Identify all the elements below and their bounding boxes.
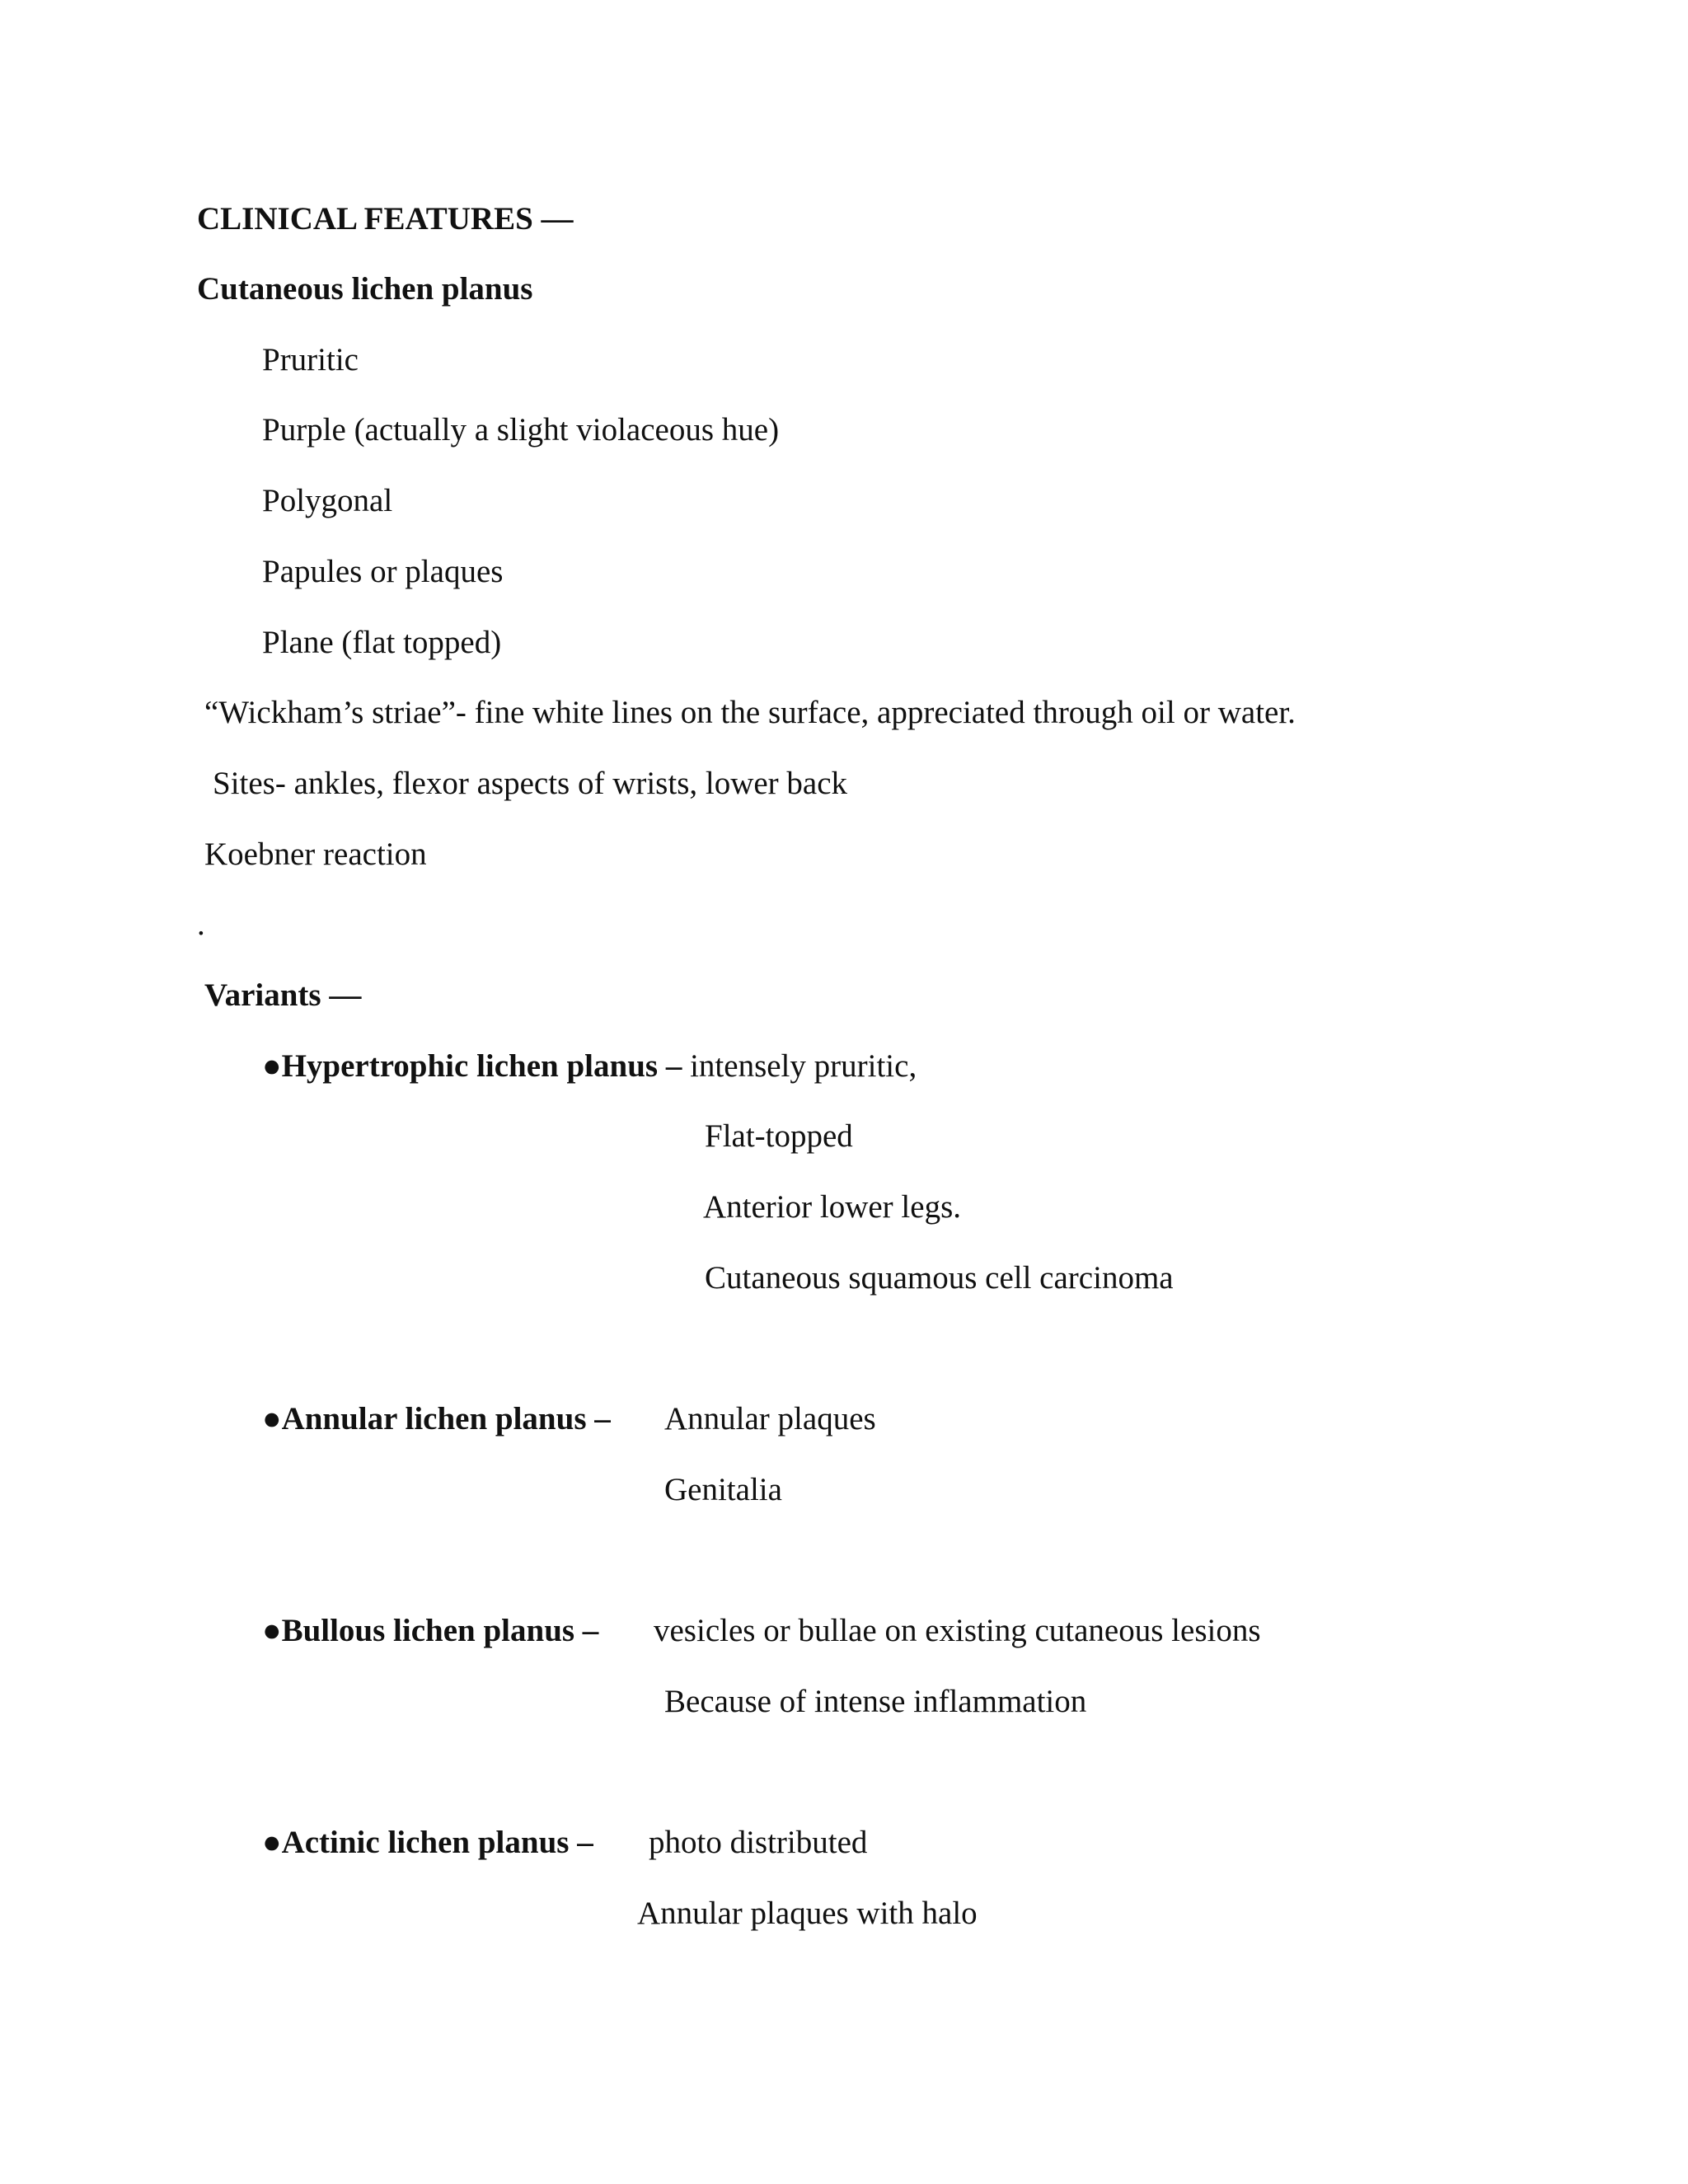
variant-detail: vesicles or bullae on existing cutaneous lesions: [654, 1613, 1261, 1648]
subsection-title: Cutaneous lichen planus: [197, 271, 533, 307]
koebner-text: Koebner reaction: [204, 837, 427, 872]
variants-title: Variants —: [204, 977, 362, 1013]
feature-item: Purple (actually a slight violaceous hue): [262, 412, 780, 448]
bullet: ●: [262, 1825, 282, 1860]
feature-item: Pruritic: [262, 342, 359, 377]
variant-annular: [262, 1399, 611, 1439]
variant-actinic: [262, 1823, 593, 1863]
variant-detail: intensely pruritic,: [690, 1048, 917, 1084]
sites-text: Sites- ankles, flexor aspects of wrists, lower back: [213, 766, 848, 801]
variant-detail: Anterior lower legs.: [703, 1189, 961, 1225]
wickham-striae-text: “Wickham’s striae”- fine white lines on the surface, appreciated through oil or water.: [204, 695, 1296, 730]
bullet: ●: [262, 1401, 282, 1436]
variant-detail: Annular plaques: [664, 1401, 876, 1436]
section-heading: CLINICAL FEATURES —: [197, 201, 574, 237]
feature-item: Papules or plaques: [262, 554, 504, 589]
variant-name: Annular lichen planus –: [281, 1401, 611, 1436]
feature-item: Plane (flat topped): [262, 625, 502, 660]
variant-name: Actinic lichen planus –: [281, 1825, 593, 1860]
feature-item: Polygonal: [262, 483, 393, 518]
variant-name: Bullous lichen planus –: [281, 1613, 599, 1648]
bullet: ●: [262, 1613, 282, 1648]
variant-detail: Flat-topped: [705, 1118, 853, 1154]
variant-detail: Because of intense inflammation: [664, 1684, 1087, 1719]
bullet: ●: [262, 1048, 282, 1084]
stray-dot: .: [197, 907, 205, 942]
variant-detail: Genitalia: [664, 1472, 782, 1507]
variant-hypertrophic: [262, 1047, 917, 1086]
variant-name: Hypertrophic lichen planus –: [281, 1048, 682, 1084]
variant-detail: Annular plaques with halo: [637, 1896, 978, 1931]
variant-detail: Cutaneous squamous cell carcinoma: [705, 1260, 1174, 1296]
variant-bullous: [262, 1611, 598, 1651]
variant-detail: photo distributed: [649, 1825, 868, 1860]
